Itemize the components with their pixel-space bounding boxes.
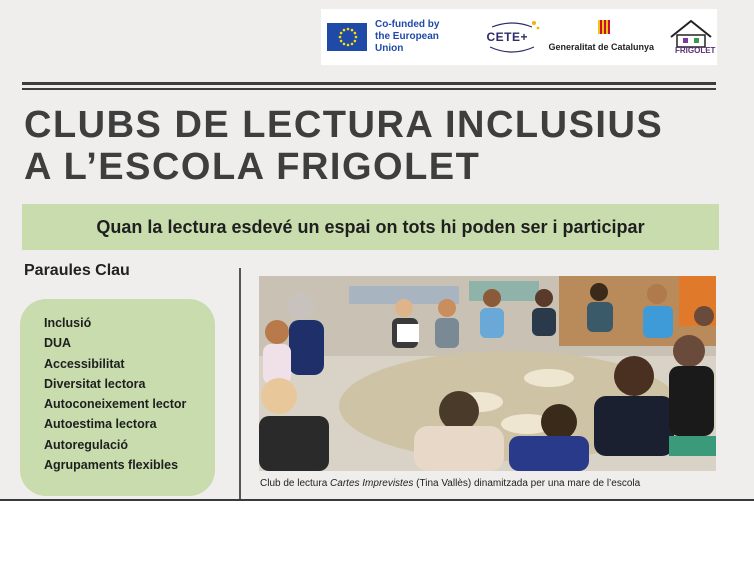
keywords-heading: Paraules Clau [24,262,130,279]
caption-book-title: Cartes Imprevistes [330,478,414,489]
frigolet-label: FRIGOLET [675,46,716,55]
title-line-1: CLUBS DE LECTURA INCLUSIUS [24,104,664,146]
caption-prefix: Club de lectura [260,478,331,489]
keyword-item: Autoregulació [44,437,129,452]
keywords-box [20,299,215,496]
subtitle-band [22,204,719,250]
eu-flag-icon [327,23,367,51]
cete-logo [484,17,542,57]
caption-suffix: (Tina Vallès) dinamitzada per una mare de l’escola [413,478,641,489]
keyword-item: Inclusió [44,316,92,330]
top-rule-thin [22,88,716,90]
keyword-item: Agrupaments flexibles [44,458,179,473]
keyword-item: Diversitat lectora [44,376,146,391]
keyword-item: DUA [44,336,72,351]
keyword-item: Accessibilitat [44,356,125,371]
keyword-item: Autoconeixement lector [44,397,187,412]
reading-club-photo [259,276,716,471]
keyword-item: Autoestima lectora [44,417,157,432]
eu-text-line2: the European Union [375,31,439,54]
photo-caption [260,478,640,489]
gencat-label: Generalitat de Catalunya [548,42,655,52]
cete-label: CETE+ [486,30,528,44]
top-rule [22,82,716,85]
gencat-logo [548,16,659,58]
vertical-divider [239,268,241,500]
subtitle: Quan la lectura esdevé un espai on tots hi poden ser i participar [96,216,645,237]
page-title [24,104,724,188]
logo-bar [321,9,717,65]
catalan-flag-icon [598,20,610,34]
keywords-list [44,313,186,475]
eu-text-line1: Co-funded by [375,19,440,30]
frigolet-logo [665,15,717,59]
bottom-rule [0,499,754,501]
eu-cofunded-text [375,19,466,55]
title-line-2: A L’ESCOLA FRIGOLET [24,146,481,188]
